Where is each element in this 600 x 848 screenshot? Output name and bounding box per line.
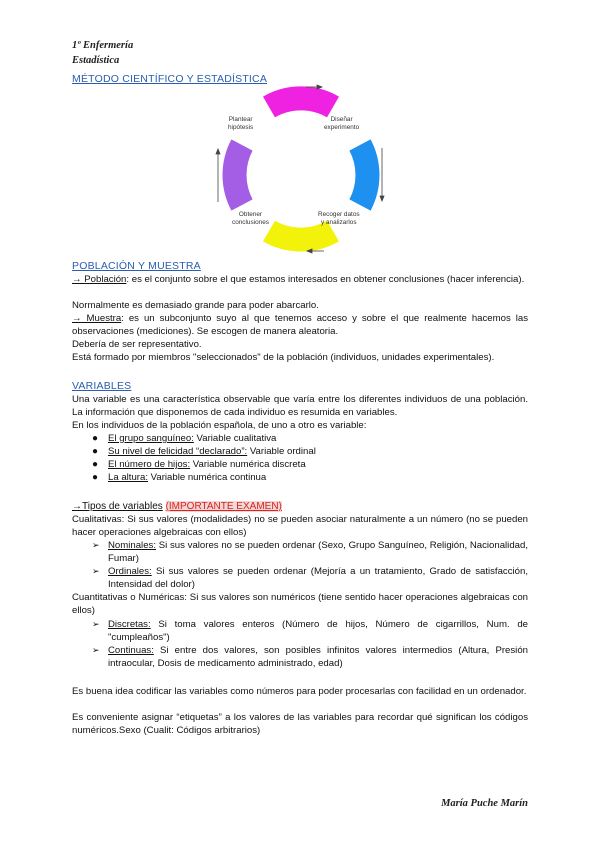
- list-item: ➢ Nominales: Si sus valores no se pueden ordenar (Sexo, Grupo Sanguíneo, Religión, Nacionalidad, Fumar): [92, 540, 528, 564]
- arrowhead-icon: ➢: [92, 619, 100, 629]
- codificar-note: Es buena idea codificar las variables como números para poder procesarlas con facilidad en un ordenador.: [72, 686, 527, 697]
- label-obtener-conclusiones: Obtener conclusiones: [232, 211, 269, 226]
- scientific-method-diagram: [206, 80, 396, 255]
- arrowhead-icon: ➢: [92, 540, 100, 550]
- footer-author: María Puche Marín: [441, 798, 528, 809]
- label-disenar-experimento: Diseñar experimento: [324, 116, 360, 131]
- label-recoger-datos: Recoger datos y analizarlos: [318, 211, 360, 226]
- header-subject: Estadística: [72, 55, 120, 66]
- cycle-segment-left: [235, 145, 242, 205]
- poblacion-definition: → Población: es el conjunto sobre el que estamos interesados en obtener conclusiones (hacer inferencia).: [72, 274, 525, 285]
- arrowhead-icon: ➢: [92, 645, 100, 655]
- cuantitativas-definition: Cuantitativas o Numéricas: Si sus valores son numéricos (tiene sentido hacer operaciones algebraicas con ellos): [72, 592, 528, 616]
- etiquetas-note: Es conveniente asignar “etiquetas” a los valores de las variables para recordar qué significan los códigos numéricos.Sexo (Cualit: Códigos arbitrarios): [72, 712, 528, 736]
- muestra-formado: Está formado por miembros "seleccionados" de la población (individuos, unidades experimentales).: [72, 352, 495, 363]
- document-page: 1º Enfermería Estadística MÉTODO CIENTÍFICO Y ESTADÍSTICA Plantear hipótesis Diseñar experimento Recoger datos y analizarlos Obtener conclusiones POBLACIÓN Y MUESTRA → Población: es el conjunto sobre el que estamos interesados en obtener conclusiones (hacer inferencia). Normalmente es demasiado grande para poder abarcarlo. → Muestra: es un subconjunto suyo al que tenemos acceso y sobre el que realmente hacemos las observaciones (mediciones). Se escogen de manera aleatoria. Debería de ser representativo. Está formado por miembros "seleccionados" de la población (individuos, unidades experimentales). VARIABLES Una variable es una característica observable que varía entre los diferentes individuos de una población. La información que disponemos de cada individuo es resumida en variables. En los individuos de la población española, de uno a otro es variable: ● El grupo sanguíneo: Variable cualitativa ● Su nivel de felicidad “declarado”: Variable ordinal ● El número de hijos: Variable numérica discreta ● La altura: Variable numérica continua →Tipos de variables (IMPORTANTE EXAMEN) Cualitativas: Si sus valores (modalidades) no se pueden asociar naturalmente a un número (no se pueden hacer operaciones algebraicas con ellos) ➢ Nominales: Si sus valores no se pueden ordenar (Sexo, Grupo Sanguíneo, Religión, Nacionalidad, Fumar) ➢ Ordinales: Si sus valores se pueden ordenar (Mejoría a un tratamiento, Grado de satisfacción, Intensidad del dolor) Cuantitativas o Numéricas: Si sus valores son numéricos (tiene sentido hacer operaciones algebraicas con ellos) ➢ Discretas: Si toma valores enteros (Número de hijos, Número de cigarrillos, Num. de "cumpleaños") ➢ Continuas: Si entre dos valores, son posibles infinitos valores intermedios (Altura, Presión intraocular, Dosis de medicamento administrado, edad) Es buena idea codificar las variables como números para poder procesarlas con facilidad en un ordenador. Es conveniente asignar “etiquetas” a los valores de las variables para recordar qué significan los códigos numéricos.Sexo (Cualit: Códigos arbitrarios) María Puche Marín: [72, 40, 528, 809]
- cycle-segment-bottom: [269, 231, 333, 240]
- section-title-metodo: MÉTODO CIENTÍFICO Y ESTADÍSTICA: [72, 73, 268, 85]
- list-item: ➢ Discretas: Si toma valores enteros (Número de hijos, Número de cigarrillos, Num. de "cumpleaños"): [92, 619, 528, 643]
- muestra-representativa: Debería de ser representativo.: [72, 339, 202, 350]
- muestra-definition: → Muestra: es un subconjunto suyo al que tenemos acceso y sobre el que realmente hacemos las observaciones (mediciones). Se escogen de manera aleatoria.: [72, 313, 528, 337]
- bullet-icon: ●: [92, 459, 99, 470]
- muestra-term: → Muestra: [72, 313, 122, 324]
- bullet-icon: ●: [92, 446, 99, 457]
- section-title-poblacion: POBLACIÓN Y MUESTRA: [72, 260, 201, 272]
- poblacion-note: Normalmente es demasiado grande para poder abarcarlo.: [72, 300, 319, 311]
- cycle-segment-top: [269, 98, 333, 107]
- variables-lead: En los individuos de la población española, de uno a otro es variable:: [72, 420, 367, 431]
- tipos-variables-heading: →Tipos de variables (IMPORTANTE EXAMEN): [72, 501, 282, 512]
- cycle-graphic: [206, 80, 396, 255]
- list-item: ➢ Continuas: Si entre dos valores, son posibles infinitos valores intermedios (Altura, Presión intraocular, Dosis de medicamento administrado, edad): [92, 645, 528, 669]
- label-plantear-hipotesis: Plantear hipótesis: [228, 116, 254, 131]
- list-item: ➢ Ordinales: Si sus valores se pueden ordenar (Mejoría a un tratamiento, Grado de satisfacción, Intensidad del dolor): [92, 566, 528, 590]
- cualitativas-definition: Cualitativas: Si sus valores (modalidades) no se pueden asociar naturalmente a un número (no se pueden hacer operaciones algebraicas con ellos): [72, 514, 528, 538]
- arrowhead-icon: ➢: [92, 566, 100, 576]
- header-course: 1º Enfermería: [72, 40, 134, 51]
- bullet-icon: ●: [92, 433, 99, 444]
- cycle-segment-right: [360, 145, 367, 205]
- importante-examen-badge: (IMPORTANTE EXAMEN): [165, 501, 282, 512]
- variables-intro: Una variable es una característica observable que varía entre los diferentes individuos de una población. La información que disponemos de cada individuo es resumida en variables.: [72, 394, 528, 418]
- poblacion-term: → Población: [72, 274, 127, 285]
- section-title-variables: VARIABLES: [72, 380, 132, 392]
- bullet-icon: ●: [92, 472, 99, 483]
